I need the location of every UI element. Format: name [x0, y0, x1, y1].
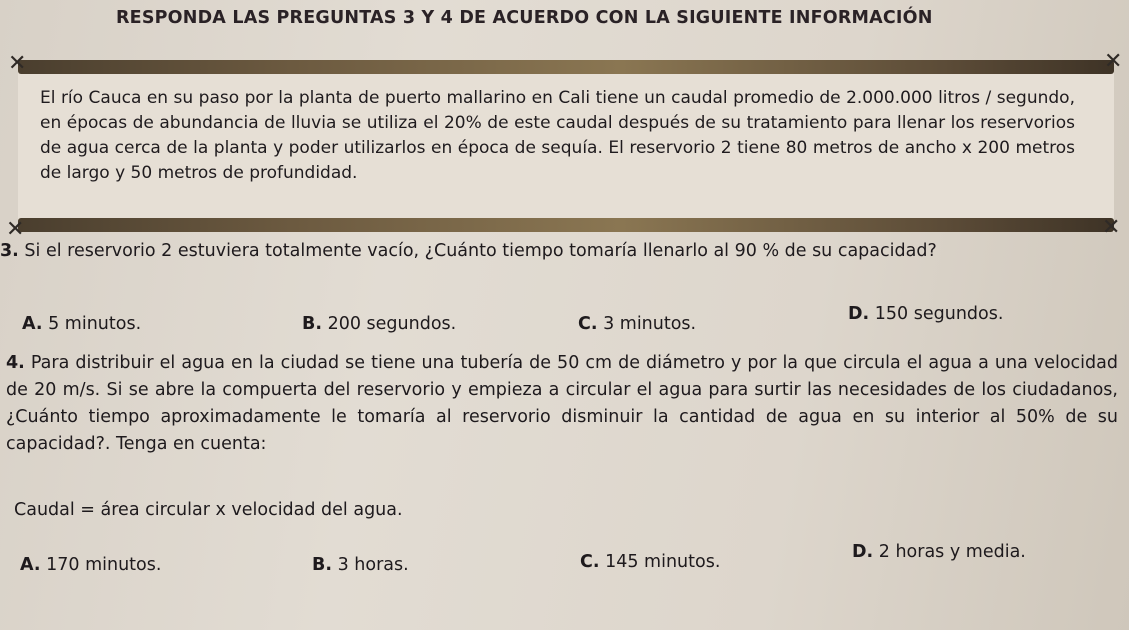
option-text: 150 segundos.	[874, 304, 1004, 324]
q3-option-a[interactable]	[22, 314, 141, 334]
question-4	[6, 350, 1118, 458]
option-text: 145 minutos.	[605, 552, 721, 572]
option-letter: C.	[580, 552, 600, 572]
option-text: 2 horas y media.	[878, 542, 1026, 562]
section-heading: RESPONDA LAS PREGUNTAS 3 Y 4 DE ACUERDO CON LA SIGUIENTE INFORMACIÓN	[116, 8, 933, 28]
banner-corner-icon: ✕	[1104, 49, 1123, 74]
banner-bottom-bar	[18, 218, 1114, 232]
q3-option-c[interactable]	[578, 314, 696, 334]
option-letter: B.	[312, 555, 332, 575]
option-text: 170 minutos.	[46, 555, 162, 575]
question-3-text: Si el reservorio 2 estuviera totalmente vacío, ¿Cuánto tiempo tomaría llenarlo al 90 % de su capacidad?	[24, 241, 937, 261]
banner-top-bar	[18, 60, 1114, 74]
option-text: 3 minutos.	[603, 314, 697, 334]
q4-option-b[interactable]	[312, 555, 409, 575]
info-banner	[6, 49, 1123, 242]
formula-note: Caudal = área circular x velocidad del agua.	[14, 500, 403, 520]
q4-option-a[interactable]	[20, 555, 161, 575]
banner-corner-icon: ✕	[8, 51, 27, 76]
banner-corner-icon: ✕	[1102, 215, 1121, 240]
option-letter: B.	[302, 314, 322, 334]
question-4-number: 4.	[6, 353, 25, 373]
option-letter: D.	[852, 542, 874, 562]
question-3-number: 3.	[0, 241, 19, 261]
q3-option-b[interactable]	[302, 314, 456, 334]
question-3	[0, 238, 1125, 265]
option-text: 5 minutos.	[48, 314, 142, 334]
option-letter: A.	[20, 555, 41, 575]
question-4-text: Para distribuir el agua en la ciudad se tiene una tubería de 50 cm de diámetro y por la que circula el agua a una velocidad de 20 m/s. Si se abre la compuerta del reservorio y empieza a circular el agua para surtir las necesidades de los ciudadanos, ¿Cuánto tiempo aproximadamente le tomaría al reservorio disminuir la cantidad de agua en su interior al 50% de su capacidad?. Tenga en cuenta:	[6, 353, 1118, 454]
banner-corner-icon: ✕	[6, 217, 25, 242]
option-letter: D.	[848, 304, 870, 324]
option-text: 200 segundos.	[327, 314, 457, 334]
q4-option-d[interactable]	[852, 542, 1026, 562]
option-letter: C.	[578, 314, 598, 334]
option-letter: A.	[22, 314, 43, 334]
info-paragraph: El río Cauca en su paso por la planta de puerto mallarino en Cali tiene un caudal promedio de 2.000.000 litros / segundo, en épocas de abundancia de lluvia se utiliza el 20% de este caudal después de su tratamiento para llenar los reservorios de agua cerca de la planta y poder utilizarlos en época de sequía. El reservorio 2 tiene 80 metros de ancho x 200 metros de largo y 50 metros de profundidad.	[40, 88, 1075, 183]
option-text: 3 horas.	[337, 555, 409, 575]
q4-option-c[interactable]	[580, 552, 720, 572]
q3-option-d[interactable]	[848, 304, 1003, 324]
